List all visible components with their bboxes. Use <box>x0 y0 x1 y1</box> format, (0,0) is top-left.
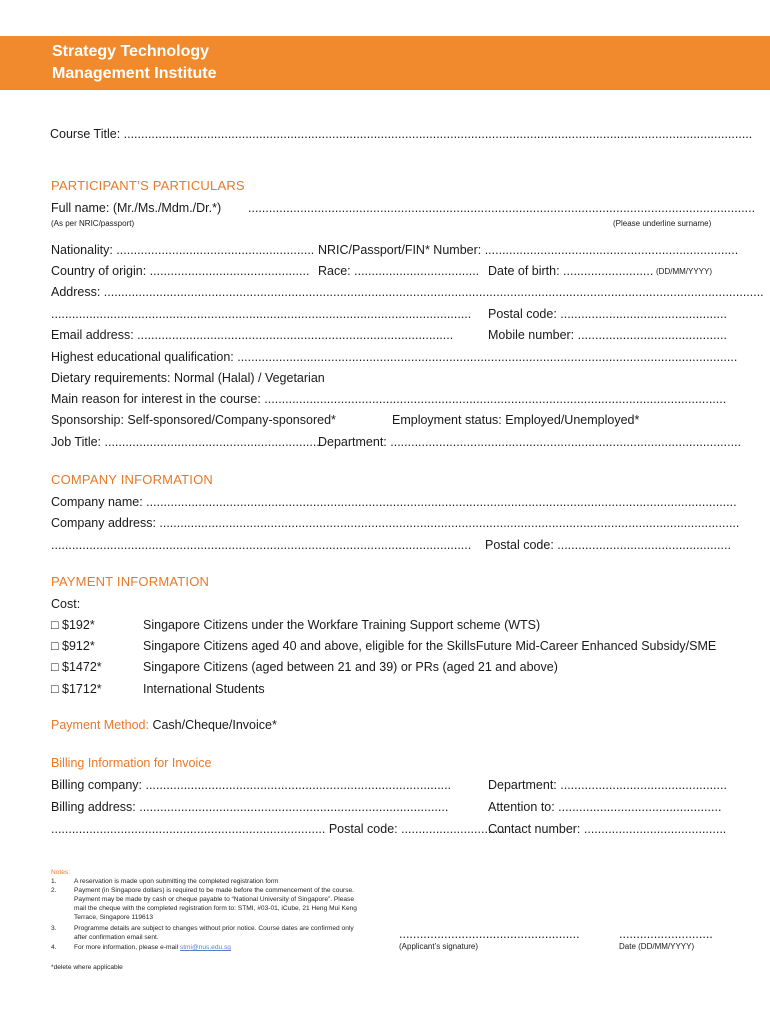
institute-name-line2: Management Institute <box>52 65 217 82</box>
nationality-field[interactable]: Nationality: ......................................................... <box>51 243 315 257</box>
dob-field[interactable]: Date of birth: .......................... <box>488 264 654 278</box>
date-label: Date (DD/MM/YYYY) <box>619 942 695 951</box>
option-description: Singapore Citizens aged 40 and above, eligible for the SkillsFuture Mid-Career Enhanced Subsidy/SME <box>143 639 717 653</box>
signature-label: (Applicant’s signature) <box>399 942 479 951</box>
payment-method[interactable] <box>51 718 277 732</box>
billing-company-field[interactable]: Billing company: ........................................................................................ <box>51 778 452 792</box>
reason-field[interactable]: Main reason for interest in the course: ..................................................................................................................................... <box>51 392 727 406</box>
note-line: after confirmation email sent. <box>74 934 159 941</box>
payment-method-value: Cash/Cheque/Invoice* <box>148 718 277 732</box>
cost-label: Cost: <box>51 597 81 611</box>
billing-department-field[interactable]: Department: ................................................ <box>488 778 727 792</box>
attention-field[interactable]: Attention to: ............................................... <box>488 800 722 814</box>
option-price[interactable]: □ $912* <box>51 639 95 653</box>
company-postal-field[interactable]: Postal code: .................................................. <box>485 538 731 552</box>
note-number: 4. <box>51 944 57 951</box>
full-name-field[interactable]: .................................................................................................................................................. <box>248 201 756 215</box>
nric-field[interactable]: NRIC/Passport/FIN* Number: ......................................................................... <box>318 243 739 257</box>
dob-format-note: (DD/MM/YYYY) <box>656 267 712 276</box>
course-title-field[interactable]: Course Title: ..................................................................................................................................................................................... <box>50 127 753 141</box>
company-name-field[interactable]: Company name: .......................................................................................................................................................................... <box>51 495 737 509</box>
job-title-field[interactable]: Job Title: .............................................................. <box>51 435 320 449</box>
option-price[interactable]: □ $1712* <box>51 682 102 696</box>
as-per-nric-note: (As per NRIC/passport) <box>51 219 135 228</box>
country-field[interactable]: Country of origin: .............................................. <box>51 264 310 278</box>
company-address-field[interactable]: Company address: ....................................................................................................................................................................... <box>51 516 740 530</box>
note-number: 3. <box>51 925 57 932</box>
email-field[interactable]: Email address: ........................................................................................... <box>51 328 454 342</box>
underline-surname-note: (Please underline surname) <box>613 219 712 228</box>
option-price[interactable]: □ $192* <box>51 618 95 632</box>
option-description: Singapore Citizens (aged between 21 and 39) or PRs (aged 21 and above) <box>143 660 558 674</box>
signature-field[interactable]: .................................................... <box>399 927 580 941</box>
billing-address-field[interactable]: Billing address: ......................................................................................... <box>51 800 449 814</box>
note-line: Programme details are subject to changes without prior notice. Course dates are confirmed only <box>74 925 354 932</box>
note-text: For more information, please e-mail <box>74 944 180 951</box>
contact-number-field[interactable]: Contact number: ......................................... <box>488 822 727 836</box>
footnote: *delete where applicable <box>51 964 123 971</box>
note-line: Terrace, Singapore 119613 <box>74 914 154 921</box>
address-field[interactable]: Address: .............................................................................................................................................................................................. <box>51 285 764 299</box>
billing-heading: Billing Information for Invoice <box>51 756 212 770</box>
email-link[interactable]: stmi@nus.edu.sg <box>179 944 231 951</box>
option-price[interactable]: □ $1472* <box>51 660 102 674</box>
header-banner <box>0 36 770 90</box>
company-heading: COMPANY INFORMATION <box>51 472 213 487</box>
payment-heading: PAYMENT INFORMATION <box>51 574 210 589</box>
department-field[interactable]: Department: ..................................................................................................... <box>318 435 742 449</box>
note-line: Payment (in Singapore dollars) is required to be made before the commencement of the course. <box>74 887 355 894</box>
full-name-label: Full name: (Mr./Ms./Mdm./Dr.*) <box>51 201 222 215</box>
note-line: A reservation is made upon submitting the completed registration form <box>74 878 279 885</box>
note-line: Payment may be made by cash or cheque payable to “National University of Singapore”. Please <box>74 896 355 903</box>
note-line <box>74 944 231 953</box>
race-field[interactable]: Race: .................................... <box>318 264 480 278</box>
mobile-field[interactable]: Mobile number: ........................................... <box>488 328 727 342</box>
dietary-field[interactable]: Dietary requirements: Normal (Halal) / Vegetarian <box>51 371 325 385</box>
address-line2-field[interactable]: ......................................................................................................................... <box>51 307 472 321</box>
date-field[interactable]: ........................... <box>619 927 713 941</box>
postal-code-field[interactable]: Postal code: ................................................ <box>488 307 727 321</box>
note-line: mail the cheque with the completed registration form to: STMI, #03-01, iCube, 21 Heng Mui Keng <box>74 905 357 912</box>
participant-heading: PARTICIPANT’S PARTICULARS <box>51 178 245 193</box>
notes-label: Notes: <box>51 869 71 876</box>
institute-name-line1: Strategy Technology <box>52 43 210 60</box>
company-address-line2-field[interactable]: ......................................................................................................................... <box>51 538 472 552</box>
option-description: International Students <box>143 682 265 696</box>
employment-field[interactable]: Employment status: Employed/Unemployed* <box>392 413 640 427</box>
note-number: 1. <box>51 878 57 885</box>
option-description: Singapore Citizens under the Workfare Training Support scheme (WTS) <box>143 618 541 632</box>
billing-postal-field[interactable]: ............................................................................... Postal code: .............................. <box>51 822 506 836</box>
education-field[interactable]: Highest educational qualification: ................................................................................................................................................ <box>51 350 738 364</box>
note-number: 2. <box>51 887 57 894</box>
payment-method-label: Payment Method: <box>51 718 149 732</box>
sponsorship-field[interactable]: Sponsorship: Self-sponsored/Company-sponsored* <box>51 413 336 427</box>
